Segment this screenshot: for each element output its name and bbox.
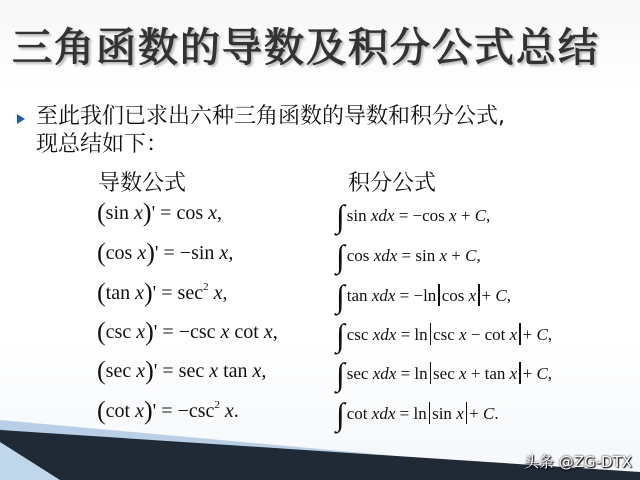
integral-formula-sin: ∫ sin xdx = −cos x + C,: [336, 198, 491, 234]
bullet-arrow-icon: [16, 113, 26, 125]
integral-column-header: 积分公式: [348, 171, 437, 196]
integral-formula-sec: ∫ sec xdx = ln sec x + tan x + C,: [336, 356, 553, 392]
derivative-column-header: 导数公式: [98, 171, 187, 196]
intro-line-2: 现总结如下：: [36, 132, 169, 157]
derivative-formula-sin: (sin x)' = cos x,: [97, 198, 223, 227]
derivative-formula-cos: (cos x)' = −sin x,: [97, 238, 234, 267]
watermark: 头条 @ZG-DTX: [523, 453, 632, 471]
derivative-formula-cot: (cot $x)' = -\csc^2$ x.: [97, 396, 239, 425]
derivative-formula-tan: (tan $x)' = \sec^2 x$,: [97, 278, 228, 307]
integral-formula-csc: ∫ csc xdx = ln csc x − cot x + C,: [336, 317, 553, 353]
intro-text: [36, 103, 505, 159]
integral-formula-cot: ∫ cot xdx = ln sin x + C.: [336, 396, 499, 432]
intro-line-1: 至此我们已求出六种三角函数的导数和积分公式,: [36, 104, 505, 129]
integral-formula-cos: ∫ cos xdx = sin x + C,: [336, 238, 481, 274]
integral-formula-tan: ∫ tan xdx = −ln cos x + C,: [336, 278, 511, 314]
derivative-formula-sec: (sec x)' = sec x tan x,: [97, 356, 267, 385]
derivative-formula-csc: (csc x)' = −csc x cot x,: [97, 317, 278, 346]
slide-title: 三角函数的导数及积分公式总结: [12, 25, 600, 71]
